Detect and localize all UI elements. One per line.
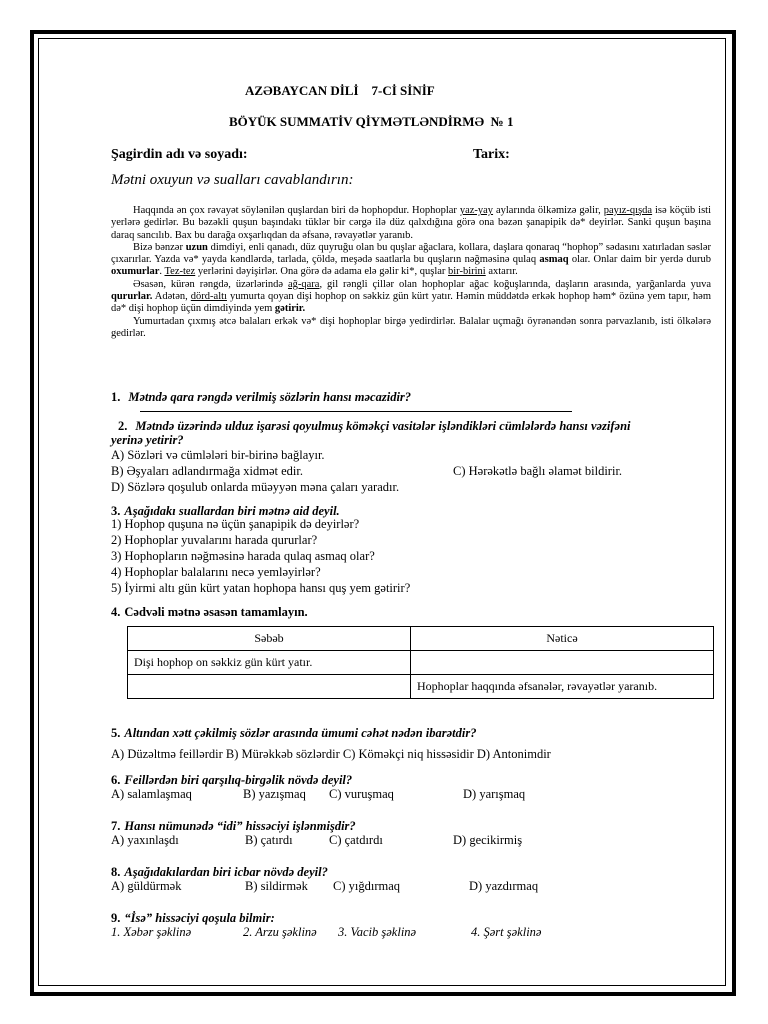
q3-item: 3) Hophopların nəğməsinə harada qulaq asmaq olar? [111, 549, 375, 563]
question-8: 8. Aşağıdakılardan biri icbar növdə deyil? [111, 865, 328, 879]
exam-title: BÖYÜK SUMMATİV QİYMƏTLƏNDİRMƏ [229, 114, 485, 129]
passage-paragraph-3: Əsasən, kürən rəngdə, üzərlərində ağ-qara, gil rəngli çillər olan hophoplar ağac koğuşlarında, daşların arasında, yarğanlarda yuva qururlar. Adətən, dörd-altı yumurta qoyan dişi hophop on səkkiz gün kürt yatır. Həmin müddətdə erkək hophop həm* özünə yem tapır, həm də* dişi hophop üçün dimdiyində yem gətirir. [111, 278, 711, 315]
q9-option-4: 4. Şərt şəklinə [471, 925, 542, 939]
table-header-cell: Səbəb [128, 627, 411, 651]
question-1: 1. Mətndə qara rəngdə verilmiş sözlərin hansı məcazidir? [111, 390, 412, 404]
q2-option-b: B) Əşyaları adlandırmağa xidmət edir. [111, 464, 303, 478]
subject: AZƏBAYCAN DİLİ [245, 83, 359, 98]
q7-option-d: D) gecikirmiş [453, 833, 523, 847]
header-line1 [245, 83, 435, 99]
bold-word: oxumurlar [111, 266, 160, 278]
bold-word: asmaq [539, 254, 569, 266]
bold-word: qururlar. [111, 291, 153, 303]
q7-option-a: A) yaxınlaşdı [111, 833, 179, 847]
q6-option-d: D) yarışmaq [463, 787, 526, 801]
table-header-cell: Nəticə [411, 627, 714, 651]
passage-paragraph-2: Bizə bənzər uzun dimdiyi, enli qanadı, düz quyruğu olan bu quşlar ağaclara, kollara, daşlara qonaraq “hophop” sədasını xatırladan səslər çıxarırlar. Yazda və* yayda kəndlərdə, tarlada, çöldə, meşədə saatlarla bu quşların nəğməsinə qulaq asmaq olar. Onlar daim bir yerdə durub oxumurlar. Tez-tez yerlərini dəyişirlər. Ona görə də adama elə gəlir ki*, quşlar bir-birini axtarır. [111, 241, 711, 278]
q6-option-c: C) vuruşmaq [329, 787, 394, 801]
answer-table [127, 626, 714, 699]
q8-option-a: A) güldürmək [111, 879, 182, 893]
answer-line [140, 411, 572, 412]
question-4: 4. Cədvəli mətnə əsasən tamamlayın. [111, 605, 308, 619]
date-label: Tarix: [473, 147, 510, 162]
q2-option-d: D) Sözlərə qoşulub onlarda müəyyən məna çaları yaradır. [111, 480, 400, 494]
grade: 7-Cİ SİNİF [371, 83, 435, 98]
question-3: 3. Aşağıdakı suallardan biri mətnə aid deyil. [111, 504, 340, 518]
q9-option-2: 2. Arzu şəklinə [243, 925, 317, 939]
underlined-word: payız-qışda [603, 205, 653, 216]
bold-word: uzun [185, 241, 208, 253]
header-line2 [229, 114, 513, 130]
reading-passage [111, 205, 711, 340]
q6-option-a: A) salamlaşmaq [111, 787, 192, 801]
q5-options: A) Düzəltmə feillərdir B) Mürəkkəb sözlərdir C) Köməkçi niq hissəsidir D) Antonimdir [111, 747, 551, 761]
q7-option-c: C) çatdırdı [329, 833, 383, 847]
table-cell-empty[interactable] [128, 675, 411, 699]
underlined-word: bir-birini [448, 266, 486, 278]
q2-option-c: C) Hərəkətlə bağlı əlamət bildirir. [453, 464, 623, 478]
instruction: Mətni oxuyun və sualları cavablandırın: [111, 172, 354, 188]
underlined-word: yaz-yay [459, 205, 494, 216]
underlined-word: Tez-tez [164, 266, 196, 278]
q7-option-b: B) çatırdı [245, 833, 293, 847]
exam-number: № 1 [490, 114, 514, 129]
table-cell-empty[interactable] [411, 651, 714, 675]
table-row [128, 675, 714, 699]
q8-option-d: D) yazdırmaq [469, 879, 539, 893]
q3-item: 2) Hophoplar yuvalarını harada qururlar? [111, 533, 318, 547]
q3-item: 5) İyirmi altı gün kürt yatan hophopa hansı quş yem gətirir? [111, 581, 411, 595]
table-cell: Dişi hophop on səkkiz gün kürt yatır. [128, 651, 411, 675]
q3-item: 1) Hophop quşuna nə üçün şanapipik də deyirlər? [111, 517, 360, 531]
table-row [128, 651, 714, 675]
underlined-word: ağ-qara [287, 278, 320, 290]
q9-option-1: 1. Xəbər şəklinə [111, 925, 192, 939]
passage-paragraph-4: Yumurtadan çıxmış ətcə balaları erkək və* dişi hophoplar birgə yedirdirlər. Balalar uçmağı öyrənəndən sonra pərvazlanıb, isti ölkələrə gedirlər. [111, 315, 711, 339]
question-2-cont: yerinə yetirir? [111, 433, 184, 447]
question-7: 7. Hansı nümunədə “idi” hissəciyi işlənmişdir? [111, 819, 356, 833]
q6-option-b: B) yazışmaq [243, 787, 306, 801]
passage-paragraph-1: Haqqında ən çox rəvayət söylənilən quşlardan biri də hophopdur. Hophoplar yaz-yay aylarında ölkəmizə gəlir, payız-qışda isə köçüb isti yerlərə gedirlər. Bu bəzəkli quşun başındakı tüklər bir cərgə ilə düz qalxdığına görə ona bəzən şanapipik də* deyirlər. Sanki quşun başına daraq sancılıb. Bax bu darağa oxşarlıqdan da əfsanə, rəvayətlər yaranıb. [111, 205, 711, 241]
question-9: 9. “İsə” hissəciyi qoşula bilmir: [111, 911, 275, 925]
table-header-row [128, 627, 714, 651]
question-6: 6. Feillərdən biri qarşılıq-birgəlik növdə deyil? [111, 773, 353, 787]
q2-option-a: A) Sözləri və cümlələri bir-birinə bağlayır. [111, 448, 325, 462]
underlined-word: dörd-altı [190, 291, 227, 303]
table-cell: Hophoplar haqqında əfsanələr, rəvayətlər yaranıb. [411, 675, 714, 699]
bold-word: gətirir. [274, 303, 306, 315]
question-2: 2. Mətndə üzərində ulduz işarəsi qoyulmuş köməkçi vasitələr işləndikləri cümlələrdə hansı vəzifəni [118, 419, 631, 433]
q8-option-b: B) sildirmək [245, 879, 308, 893]
q9-option-3: 3. Vacib şəklinə [338, 925, 417, 939]
question-5: 5. Altından xətt çəkilmiş sözlər arasında ümumi cəhət nədən ibarətdir? [111, 726, 477, 740]
q8-option-c: C) yığdırmaq [333, 879, 401, 893]
student-name-label: Şagirdin adı və soyadı: [111, 147, 248, 162]
q3-item: 4) Hophoplar balalarını necə yemləyirlər? [111, 565, 321, 579]
